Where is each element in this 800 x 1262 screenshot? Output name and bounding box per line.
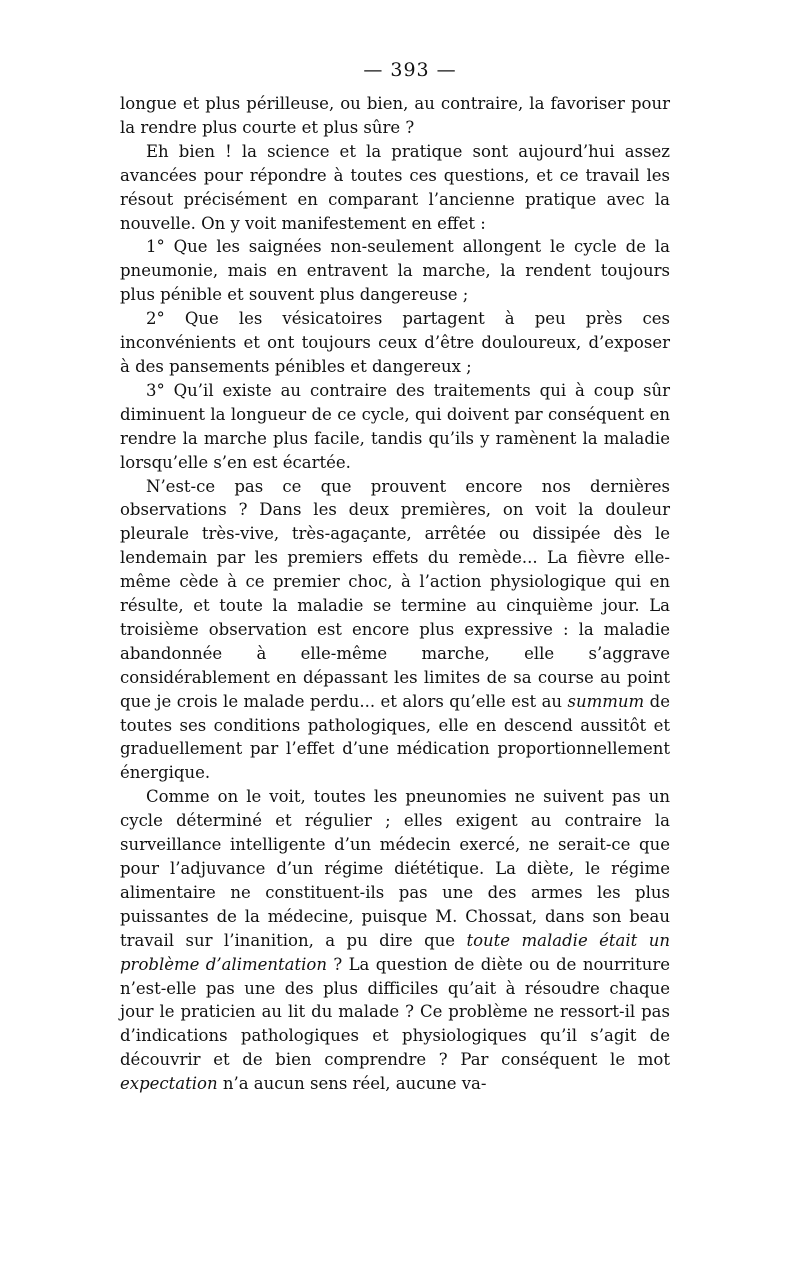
text-segment: N’est-ce pas ce que prouvent encore nos dernières observations ? Dans les deux premières, on voit la douleur pleurale très-vive, très-agaçante, arrêtée ou dissipée dès le lendemain par les premiers effets du remède... La fièvre elle-même cède à ce premier choc, à l’action physiologique qui en résulte, et toute la maladie se termine au cinquième jour. La troisième observation est encore plus expressive : la maladie abandonnée à elle-même marche, elle s’aggrave considérablement en dépassant les limites de sa course au point que je crois le malade perdu... et alors qu’elle est au [120,476,670,711]
book-page [120,56,670,1096]
text-segment: 1° Que les saignées non-seulement allongent le cycle de la pneumonie, mais en entravent la marche, la rendent toujours plus pénible et souvent plus dangereuse ; [120,237,670,305]
italic-text: summum [567,691,645,711]
paragraph-7 [120,785,670,1096]
text-segment: n’a aucun sens réel, aucune va- [217,1074,487,1094]
body-text [120,92,670,1096]
paragraph-6 [120,475,670,786]
paragraph-4 [120,307,670,379]
paragraph-1 [120,92,670,140]
text-segment: ? La question de diète ou de nourriture n’est-elle pas une des plus difficiles qu’ait à résoudre chaque jour le praticien au lit du malade ? Ce problème ne ressort-il pas d’indications pathologiques et physiologiques qu’il s’agit de découvrir et de bien comprendre ? Par conséquent le mot [120,954,670,1070]
text-segment: 2° Que les vésicatoires partagent à peu près ces inconvénients et ont toujours ceux d’être douloureux, d’exposer à des pansements pénibles et dangereux ; [120,309,670,376]
text-segment: Eh bien ! la science et la pratique sont aujourd’hui assez avancées pour répondre à toutes ces questions, et ce travail les résout précisément en comparant l’ancienne pratique avec la nouvelle. On y voit manifestement en effet : [120,141,670,233]
paragraph-3 [120,235,670,307]
italic-text: expectation [120,1074,218,1094]
italic-text: toute maladie était un problème d’alimentation [120,930,670,974]
text-segment: longue et plus périlleuse, ou bien, au contraire, la favoriser pour la rendre plus courte et plus sûre ? [120,94,670,137]
page-number: — 393 — [363,59,457,81]
paragraph-2 [120,140,670,236]
paragraph-5 [120,379,670,475]
text-segment: Comme on le voit, toutes les pneunomies ne suivent pas un cycle déterminé et régulier ; elles exigent au contraire la surveillance intelligente d’un médecin exercé, ne serait-ce que pour l’adjuvance d’un régime diététique. La diète, le régime alimentaire ne constituent-ils pas une des armes les plus puissantes de la médecine, puisque M. Chossat, dans son beau travail sur l’inanition, a pu dire que [120,787,670,950]
text-segment: de toutes ses conditions pathologiques, elle en descend aussitôt et graduellement par l’effet d’une médication proportionnellement énergique. [120,691,670,783]
text-segment: 3° Qu’il existe au contraire des traitements qui à coup sûr diminuent la longueur de ce cycle, qui doivent par conséquent en rendre la marche plus facile, tandis qu’ils y ramènent la maladie lorsqu’elle s’en est écartée. [120,380,670,472]
